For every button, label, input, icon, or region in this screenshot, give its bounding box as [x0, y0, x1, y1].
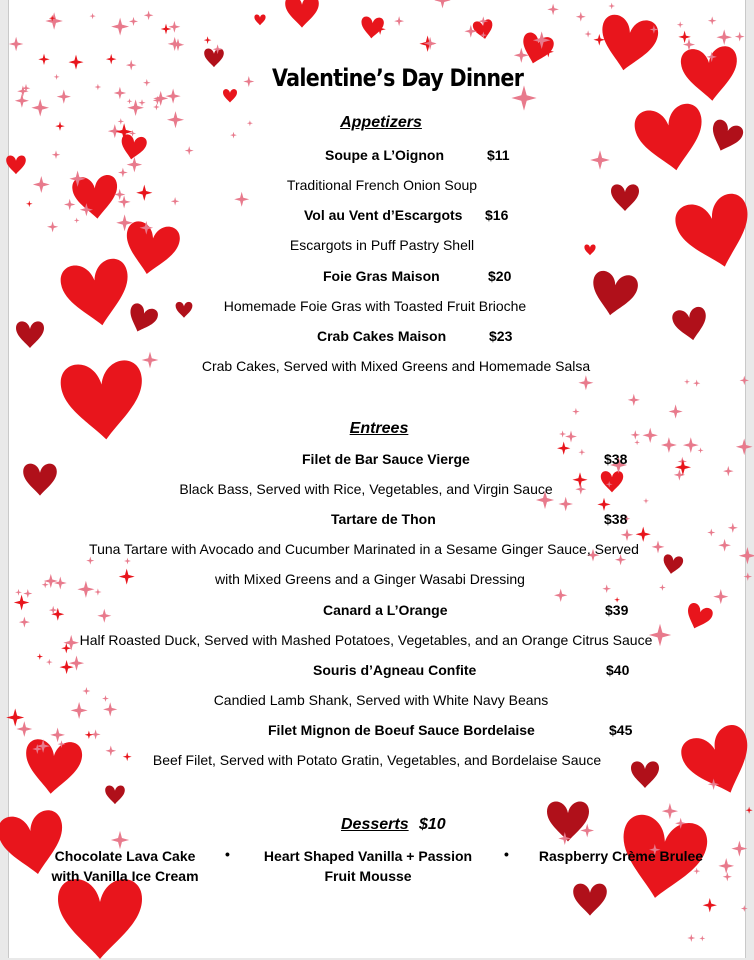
- sparkle-icon: [716, 29, 732, 45]
- sparkle-icon: [631, 430, 641, 440]
- sparkle-icon: [9, 37, 24, 52]
- entree-description: Beef Filet, Served with Potato Gratin, Vegetables, and Bordelaise Sauce: [152, 752, 602, 768]
- dessert-line: Raspberry Crème Brulee: [538, 848, 704, 864]
- heart-icon: [588, 269, 640, 319]
- sparkle-icon: [578, 375, 593, 390]
- menu-title: Valentine’s Day Dinner: [272, 64, 524, 92]
- sparkle-icon: [64, 199, 75, 210]
- sparkle-icon: [661, 437, 677, 453]
- sparkle-icon: [735, 32, 745, 42]
- sparkle-icon: [634, 440, 640, 446]
- sparkle-icon: [662, 803, 678, 819]
- sparkle-icon: [243, 76, 254, 87]
- sparkle-icon: [698, 447, 704, 453]
- dessert-line: Chocolate Lava Cake: [54, 848, 196, 864]
- sparkle-icon: [693, 380, 700, 387]
- sparkle-icon: [103, 702, 117, 716]
- heart-icon: [223, 89, 237, 102]
- entree-price: $38: [604, 451, 628, 467]
- heart-icon: [706, 118, 745, 156]
- sparkle-icon: [136, 185, 152, 201]
- sparkle-icon: [60, 660, 74, 674]
- heart-icon: [680, 45, 740, 103]
- appetizer-name: Foie Gras Maison: [323, 268, 440, 284]
- heart-icon: [119, 134, 148, 162]
- sparkle-icon: [37, 653, 43, 659]
- sparkle-icon: [166, 89, 181, 104]
- heart-icon: [176, 302, 193, 318]
- heart-icon: [254, 15, 265, 26]
- sparkle-icon: [106, 54, 117, 65]
- entree-price: $40: [606, 662, 630, 678]
- heart-icon: [58, 879, 142, 959]
- sparkle-icon: [746, 807, 753, 814]
- sparkle-icon: [708, 16, 717, 25]
- sparkle-icon: [94, 588, 101, 595]
- heart-icon: [671, 306, 710, 343]
- sparkle-icon: [6, 708, 24, 726]
- sparkle-icon: [142, 352, 159, 369]
- dessert-line: Heart Shaped Vanilla + Passion: [263, 848, 473, 864]
- heart-icon: [547, 802, 589, 842]
- sparkle-icon: [33, 176, 50, 193]
- sparkle-icon: [185, 146, 194, 155]
- appetizer-price: $16: [485, 207, 509, 223]
- sparkle-icon: [138, 99, 145, 106]
- sparkle-icon: [118, 118, 125, 125]
- entree-description: Half Roasted Duck, Served with Mashed Potatoes, Vegetables, and an Orange Citrus Sauce: [79, 632, 653, 648]
- heart-icon: [518, 31, 555, 67]
- heart-icon: [661, 554, 684, 576]
- sparkle-icon: [153, 104, 160, 111]
- sparkle-icon: [675, 459, 691, 475]
- heart-icon: [682, 602, 714, 633]
- entree-description: Candied Lamb Shank, Served with White Navy Beans: [213, 692, 549, 708]
- sparkle-icon: [168, 37, 182, 51]
- sparkle-icon: [204, 36, 212, 44]
- sparkle-icon: [57, 89, 71, 103]
- sparkle-icon: [167, 111, 184, 128]
- entree-description: with Mixed Greens and a Ginger Wasabi Dressing: [215, 571, 525, 587]
- appetizer-name: Crab Cakes Maison: [317, 328, 447, 344]
- sparkle-icon: [621, 529, 634, 542]
- sparkle-icon: [161, 24, 172, 35]
- appetizer-description: Escargots in Puff Pastry Shell: [289, 237, 475, 253]
- sparkle-icon: [687, 934, 695, 942]
- sparkle-icon: [69, 655, 84, 670]
- heart-icon: [23, 464, 57, 496]
- sparkle-icon: [129, 17, 138, 26]
- appetizer-description: Crab Cakes, Served with Mixed Greens and Homemade Salsa: [201, 358, 591, 374]
- sparkle-icon: [15, 589, 22, 596]
- heart-icon: [632, 102, 709, 177]
- sparkle-icon: [677, 21, 684, 28]
- sparkle-icon: [74, 218, 80, 224]
- heart-icon: [611, 184, 639, 211]
- appetizer-description: Homemade Foie Gras with Toasted Fruit Brioche: [223, 298, 527, 314]
- heart-icon: [596, 13, 660, 75]
- entree-name: Souris d’Agneau Confite: [313, 662, 477, 678]
- sparkle-icon: [31, 99, 49, 117]
- heart-icon: [124, 302, 159, 337]
- sparkle-icon: [144, 10, 154, 20]
- sparkle-icon: [576, 12, 586, 22]
- heart-icon: [584, 245, 595, 256]
- sparkle-icon: [95, 84, 102, 91]
- sparkle-icon: [585, 30, 592, 37]
- heart-icon: [6, 155, 26, 174]
- sparkle-icon: [718, 539, 731, 552]
- heart-icon: [285, 0, 319, 28]
- sparkle-icon: [124, 558, 131, 565]
- dessert-item: [258, 846, 478, 886]
- sparkle-icon: [69, 55, 84, 70]
- sparkle-icon: [554, 589, 567, 602]
- sparkle-icon: [643, 498, 649, 504]
- sparkle-icon: [718, 858, 734, 874]
- sparkle-icon: [118, 168, 128, 178]
- sparkle-icon: [126, 60, 137, 71]
- sparkle-icon: [636, 527, 651, 542]
- sparkle-icon: [86, 557, 94, 565]
- sparkle-icon: [713, 589, 728, 604]
- sparkle-icon: [119, 569, 135, 585]
- bullet-separator: •: [504, 846, 509, 862]
- sparkle-icon: [26, 201, 33, 208]
- sparkle-icon: [143, 79, 151, 87]
- dessert-line: Fruit Mousse: [324, 868, 412, 884]
- sparkle-icon: [723, 872, 732, 881]
- sparkle-icon: [247, 120, 253, 126]
- sparkle-icon: [47, 221, 58, 232]
- sparkle-icon: [684, 379, 690, 385]
- entree-price: $38: [604, 511, 628, 527]
- sparkle-icon: [114, 87, 126, 99]
- sparkle-icon: [46, 659, 53, 666]
- sparkle-icon: [683, 437, 699, 453]
- sparkle-icon: [699, 935, 705, 941]
- entrees-heading: Entrees: [349, 420, 409, 437]
- sparkle-icon: [557, 442, 570, 455]
- sparkle-icon: [643, 428, 658, 443]
- appetizer-name: Soupe a L’Oignon: [325, 147, 444, 163]
- sparkle-icon: [652, 540, 665, 553]
- sparkle-icon: [85, 731, 93, 739]
- sparkle-icon: [127, 157, 143, 173]
- sparkle-icon: [230, 132, 237, 139]
- entree-name: Canard a L’Orange: [323, 602, 448, 618]
- sparkle-icon: [731, 841, 747, 857]
- sparkle-icon: [102, 695, 109, 702]
- sparkle-icon: [97, 609, 111, 623]
- sparkle-icon: [45, 12, 63, 30]
- sparkle-icon: [590, 150, 610, 170]
- heart-icon: [16, 321, 44, 348]
- sparkle-icon: [50, 728, 65, 743]
- heart-icon: [23, 738, 83, 796]
- sparkle-icon: [723, 466, 734, 477]
- sparkle-icon: [744, 572, 753, 581]
- appetizer-price: $23: [489, 328, 513, 344]
- entree-name: Tartare de Thon: [331, 511, 436, 527]
- sparkle-icon: [168, 21, 180, 33]
- sparkle-icon: [736, 438, 753, 455]
- sparkle-icon: [91, 729, 101, 739]
- sparkle-icon: [578, 449, 585, 456]
- sparkle-icon: [394, 16, 404, 26]
- appetizer-description: Traditional French Onion Soup: [286, 177, 478, 193]
- sparkle-icon: [602, 584, 611, 593]
- sparkle-icon: [111, 18, 129, 36]
- sparkle-icon: [707, 528, 715, 536]
- entree-description: Black Bass, Served with Rice, Vegetables, and Virgin Sauce: [179, 481, 553, 497]
- sparkle-icon: [728, 523, 738, 533]
- entree-name: Filet de Bar Sauce Vierge: [302, 451, 470, 467]
- entree-price: $39: [605, 602, 629, 618]
- heart-icon: [58, 257, 135, 332]
- heart-icon: [105, 785, 125, 804]
- sparkle-icon: [628, 394, 640, 406]
- sparkle-icon: [669, 404, 683, 418]
- heart-icon: [204, 48, 224, 67]
- dessert-item: [536, 846, 706, 866]
- sparkle-icon: [82, 687, 90, 695]
- sparkle-icon: [434, 0, 450, 8]
- sparkle-icon: [105, 745, 116, 756]
- entree-name: Filet Mignon de Boeuf Sauce Bordelaise: [268, 722, 535, 738]
- sparkle-icon: [693, 868, 700, 875]
- appetizer-price: $11: [487, 147, 510, 163]
- sparkle-icon: [741, 905, 748, 912]
- sparkle-icon: [14, 595, 30, 611]
- entree-price: $45: [609, 722, 633, 738]
- sparkle-icon: [54, 577, 67, 590]
- sparkle-icon: [38, 54, 49, 65]
- sparkle-icon: [123, 752, 132, 761]
- heart-icon: [672, 190, 754, 276]
- sparkle-icon: [547, 4, 559, 16]
- dessert-line: with Vanilla Ice Cream: [51, 868, 199, 884]
- sparkle-icon: [575, 484, 586, 495]
- bullet-separator: •: [225, 846, 230, 862]
- heart-icon: [121, 220, 182, 279]
- sparkle-icon: [572, 408, 579, 415]
- sparkle-icon: [15, 94, 29, 108]
- heart-icon: [631, 761, 659, 788]
- sparkle-icon: [597, 498, 610, 511]
- sparkle-icon: [16, 721, 32, 737]
- sparkle-icon: [127, 98, 133, 104]
- sparkle-icon: [54, 74, 60, 80]
- sparkle-icon: [52, 150, 61, 159]
- sparkle-icon: [23, 589, 32, 598]
- sparkle-icon: [703, 898, 717, 912]
- sparkle-icon: [19, 617, 30, 628]
- desserts-heading: Desserts: [341, 816, 409, 833]
- entree-description: Tuna Tartare with Avocado and Cucumber Marinated in a Sesame Ginger Sauce, Served: [89, 541, 639, 557]
- sparkle-icon: [739, 547, 754, 564]
- sparkle-icon: [153, 91, 168, 106]
- heart-icon: [601, 471, 623, 492]
- sparkle-icon: [55, 121, 65, 131]
- sparkle-icon: [71, 702, 88, 719]
- appetizer-name: Vol au Vent d’Escargots: [304, 207, 463, 223]
- sparkle-icon: [565, 431, 577, 443]
- sparkle-icon: [171, 197, 180, 206]
- desserts-price: $10: [419, 816, 446, 833]
- heart-icon: [677, 721, 754, 804]
- sparkle-icon: [234, 192, 249, 207]
- sparkle-icon: [17, 85, 28, 96]
- sparkle-icon: [659, 584, 666, 591]
- appetizer-price: $20: [488, 268, 512, 284]
- sparkle-icon: [572, 472, 587, 487]
- heart-icon: [573, 884, 607, 916]
- sparkle-icon: [89, 13, 95, 19]
- sparkle-icon: [424, 37, 437, 50]
- heart-icon: [59, 359, 147, 443]
- sparkle-icon: [77, 581, 94, 598]
- dessert-item: [40, 846, 210, 886]
- appetizers-heading: Appetizers: [340, 114, 422, 131]
- sparkle-icon: [42, 581, 49, 588]
- sparkle-icon: [558, 497, 573, 512]
- sparkle-icon: [740, 376, 750, 386]
- sparkle-icon: [608, 3, 615, 10]
